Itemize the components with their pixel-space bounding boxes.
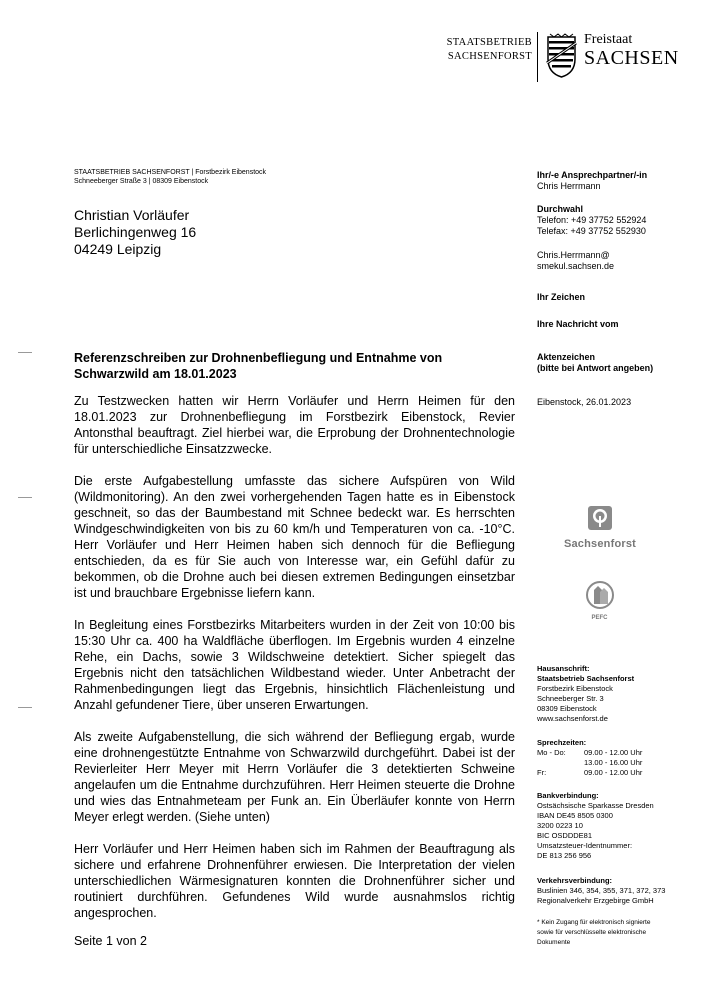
address-org: Staatsbetrieb Sachsenforst (537, 674, 635, 683)
address-unit: Forstbezirk Eibenstock (537, 684, 613, 693)
recipient-street: Berlichingenweg 16 (74, 224, 197, 240)
sender-line2: Schneeberger Straße 3 | 08309 Eibenstock (74, 178, 209, 185)
sender-line1: STAATSBETRIEB SACHSENFORST | Forstbezirk Eibenstock (74, 169, 267, 176)
hours-day: Fr: (537, 768, 547, 777)
transport-lines: Buslinien 346, 354, 355, 371, 372, 373 (537, 886, 666, 895)
email-block (537, 250, 687, 272)
body-paragraph: Die erste Aufgabestellung umfasste das sichere Aufspüren von Wild (Wildmonitoring). An den zwei vorhergehenden Tagen hatte es in Eibenstock geschneit, so das der Baumbestand mit Schnee bedeckt war. Es herrschten Windgeschwindigkeiten von bis zu 60 km/h und Temperaturen von ca. -10°C. Herr Vorläufer und Herr Heimen haben sich dennoch für die Befliegung entschieden, da es für Sie auch von Interesse war, ein Gefühl dafür zu bekommen, ob die Drohne auch bei diesen extremen Bedingungen einsetzbar ist und brauchbare Ergebnisse liefern kann. (74, 474, 515, 600)
pefc-logo-text: PEFC (591, 615, 608, 621)
pefc-logo (577, 580, 622, 621)
saxony-crest-icon (545, 33, 578, 78)
contact-name: Chris Herrmann (537, 181, 601, 191)
durchwahl-heading: Durchwahl (537, 204, 584, 214)
letter-date: Eibenstock, 26.01.2023 (537, 397, 632, 407)
ihre-nachricht: Ihre Nachricht vom (537, 319, 619, 329)
hours-heading: Sprechzeiten: (537, 738, 587, 747)
hours-time: 09.00 - 12.00 Uhr (584, 748, 643, 757)
hours-time: 09.00 - 12.00 Uhr (584, 768, 643, 777)
state-logo-text (584, 32, 679, 69)
footnote (537, 918, 687, 948)
body-paragraph: Als zweite Aufgabenstellung, die sich während der Befliegung ergab, wurde eine drohnengestützte Entnahme von Schwarzwild durchgeführt. Dabei ist der Revierleiter Herr Meyer mit Herrn Vorläufer die 3 detektierten Schweine angelaufen um die Entnahme durchzuführen. Herr Heimen steuerte die Drohne und wies das Entnahmeteam per Funk an. Ein Überläufer konnte von Herrn Meyer erlegt werden. (Siehe unten) (74, 730, 515, 824)
sender-address (74, 168, 266, 186)
recipient-address (74, 207, 196, 258)
hole-mark (18, 497, 32, 498)
fold-mark (18, 707, 32, 708)
aktenzeichen-line1: Aktenzeichen (537, 352, 596, 362)
fold-mark (18, 352, 32, 353)
subject-line1: Referenzschreiben zur Drohnenbefliegung und Entnahme von (74, 351, 443, 365)
body-paragraph: Herr Vorläufer und Herr Heimen haben sich im Rahmen der Beauftragung als sichere und erfahrene Drohnenführer erwiesen. Die Interpretation der vielen unterschiedlichen Wärmesignaturen konnten die Drohnenführer sicher und routiniert durchführen. Gefundenes Wild wurde ausnahmslos richtig angesprochen. (74, 842, 515, 920)
letter-body (74, 393, 515, 937)
hours-time: 13.00 - 16.00 Uhr (584, 758, 643, 767)
transport-heading: Verkehrsverbindung: (537, 876, 613, 885)
bank-heading: Bankverbindung: (537, 791, 599, 800)
transport-block (537, 876, 687, 906)
ust-number: DE 813 256 956 (537, 851, 592, 860)
sachsenforst-logo (545, 505, 655, 550)
body-paragraph: In Begleitung eines Forstbezirks Mitarbeiters wurden in der Zeit von 10:00 bis 15:30 Uhr ca. 400 ha Waldfläche überflogen. Im Ergebnis wurden 4 einzelne Rehe, ein Dachs, sowie 3 Wildschweine detektiert. Sicher spiegelt das Ergebnis nicht den tatsächlichen Wildbestand wieder. Unter Anbetracht der Rahmenbedingungen liegt das Ergebnis, hinsichtlich Flächenleistung und Anzahl gefundener Tiere, über unseren Erwartungen. (74, 618, 515, 712)
hours-block (537, 738, 687, 778)
header-divider (537, 32, 538, 82)
ihr-zeichen: Ihr Zeichen (537, 292, 586, 302)
transport-operator: Regionalverkehr Erzgebirge GmbH (537, 896, 654, 905)
letter-subject (74, 350, 514, 382)
state-logo-line1: Freistaat (584, 32, 633, 47)
org-logo-text (432, 36, 532, 64)
hours-day (537, 758, 584, 768)
address-heading: Hausanschrift: (537, 664, 590, 673)
bank-bic: BIC OSDDDE81 (537, 831, 593, 840)
ust-label: Umsatzsteuer-Identnummer: (537, 841, 633, 850)
state-logo-line2: SACHSEN (584, 47, 679, 69)
sachsenforst-tree-icon (587, 505, 613, 531)
email-line1: Chris.Herrmann@ (537, 250, 610, 260)
address-web: www.sachsenforst.de (537, 714, 608, 723)
bank-iban: IBAN DE45 8505 0300 (537, 811, 613, 820)
bank-name: Ostsächsische Sparkasse Dresden (537, 801, 654, 810)
telefon: Telefon: +49 37752 552924 (537, 215, 647, 225)
footnote-line2: sowie für verschlüsselte elektronische (537, 929, 647, 936)
address-city: 08309 Eibenstock (537, 704, 597, 713)
address-block (537, 664, 687, 724)
bank-block (537, 791, 687, 861)
aktenzeichen-line2: (bitte bei Antwort angeben) (537, 363, 654, 373)
footnote-line1: * Kein Zugang für elektronisch signierte (537, 919, 651, 926)
hours-day: Mo - Do: (537, 748, 566, 757)
body-paragraph: Zu Testzwecken hatten wir Herrn Vorläufer und Herrn Heimen für den 18.01.2023 zur Drohnenbefliegung im Forstbezirk Eibenstock, Revier Antonsthal beauftragt. Ziel hierbei war, die Erprobung der Drohnentechnologie für unterschiedliche Einsatzzwecke. (74, 394, 515, 456)
org-logo-line2: SACHSENFORST (447, 51, 532, 62)
sachsenforst-logo-text: Sachsenforst (563, 538, 637, 550)
pefc-trees-icon (582, 580, 618, 610)
address-street: Schneeberger Str. 3 (537, 694, 604, 703)
contact-block (537, 170, 687, 192)
bank-iban2: 3200 0223 10 (537, 821, 583, 830)
footnote-line3: Dokumente (537, 939, 571, 946)
page-number: Seite 1 von 2 (74, 934, 147, 948)
recipient-city: 04249 Leipzig (74, 241, 162, 257)
recipient-name: Christian Vorläufer (74, 207, 190, 223)
email-line2: smekul.sachsen.de (537, 261, 615, 271)
aktenzeichen-block (537, 352, 687, 374)
telefax: Telefax: +49 37752 552930 (537, 226, 646, 236)
org-logo-line1: STAATSBETRIEB (446, 37, 532, 48)
subject-line2: Schwarzwild am 18.01.2023 (74, 367, 237, 381)
contact-heading: Ihr/-e Ansprechpartner/-in (537, 170, 648, 180)
phone-block (537, 204, 687, 237)
